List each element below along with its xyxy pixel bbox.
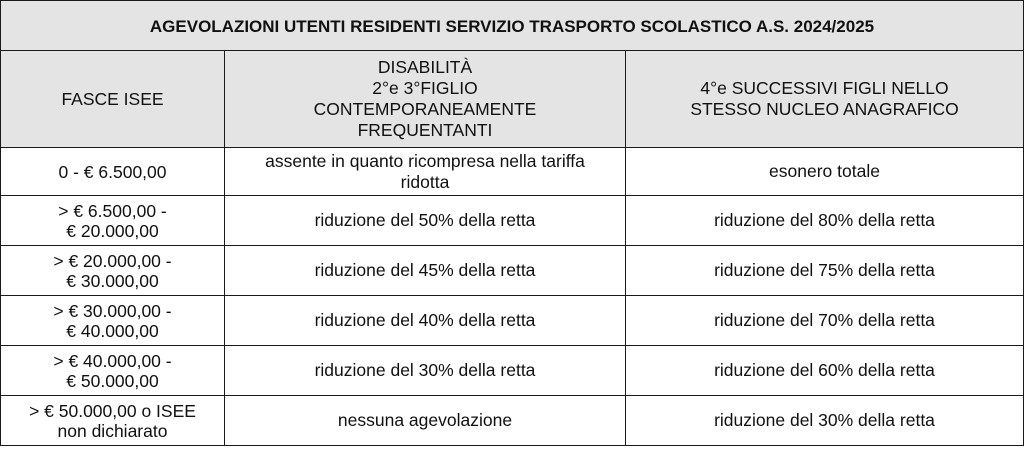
disabilita-cell: riduzione del 30% della retta <box>225 346 626 396</box>
fascia-isee-text: > € 50.000,00 o ISEE <box>29 400 196 421</box>
fascia-isee-cell <box>1 346 225 396</box>
fascia-isee-text: € 50.000,00 <box>66 370 159 391</box>
header-disabilita <box>225 51 626 148</box>
fascia-isee-cell <box>1 246 225 296</box>
header-disabilita-line: FREQUENTANTI <box>357 120 493 140</box>
fascia-isee-cell <box>1 296 225 346</box>
disabilita-cell <box>225 148 626 196</box>
title-row <box>1 1 1024 51</box>
disabilita-cell: nessuna agevolazione <box>225 396 626 446</box>
header-disabilita-line: CONTEMPORANEAMENTE <box>313 99 537 119</box>
successivi-figli-cell: riduzione del 60% della retta <box>626 346 1024 396</box>
fascia-isee-cell <box>1 396 225 446</box>
table-row <box>1 148 1024 196</box>
header-successivi-figli-line: 4°e SUCCESSIVI FIGLI NELLO <box>700 78 949 98</box>
header-row <box>1 51 1024 148</box>
disabilita-text: assente in quanto ricompresa nella tariffa <box>265 150 585 171</box>
fascia-isee-cell <box>1 148 225 196</box>
disabilita-text: ridotta <box>400 171 450 192</box>
header-successivi-figli-line: STESSO NUCLEO ANAGRAFICO <box>690 99 959 119</box>
successivi-figli-cell: riduzione del 70% della retta <box>626 296 1024 346</box>
successivi-figli-cell: esonero totale <box>626 148 1024 196</box>
table-row <box>1 196 1024 246</box>
table-row <box>1 396 1024 446</box>
disabilita-cell: riduzione del 50% della retta <box>225 196 626 246</box>
fascia-isee-text: € 20.000,00 <box>66 220 159 241</box>
fascia-isee-cell <box>1 196 225 246</box>
header-fasce-isee-label: FASCE ISEE <box>61 88 164 109</box>
table-row <box>1 246 1024 296</box>
fascia-isee-text: > € 40.000,00 - <box>53 350 172 371</box>
fascia-isee-text: € 30.000,00 <box>66 270 159 291</box>
table-title: AGEVOLAZIONI UTENTI RESIDENTI SERVIZIO TRASPORTO SCOLASTICO A.S. 2024/2025 <box>1 1 1024 51</box>
fascia-isee-text: > € 30.000,00 - <box>53 300 172 321</box>
disabilita-cell: riduzione del 40% della retta <box>225 296 626 346</box>
successivi-figli-cell: riduzione del 75% della retta <box>626 246 1024 296</box>
successivi-figli-cell: riduzione del 30% della retta <box>626 396 1024 446</box>
fascia-isee-text: > € 20.000,00 - <box>53 250 172 271</box>
header-disabilita-line: 2°e 3°FIGLIO <box>372 78 478 98</box>
header-successivi-figli <box>626 51 1024 148</box>
fascia-isee-text: € 40.000,00 <box>66 320 159 341</box>
fascia-isee-text: > € 6.500,00 - <box>58 200 167 221</box>
table-row <box>1 296 1024 346</box>
fascia-isee-text: 0 - € 6.500,00 <box>58 161 167 182</box>
header-fasce-isee <box>1 51 225 148</box>
fascia-isee-text: non dichiarato <box>57 420 168 441</box>
successivi-figli-cell: riduzione del 80% della retta <box>626 196 1024 246</box>
table-row <box>1 346 1024 396</box>
header-disabilita-line: DISABILITÀ <box>377 57 473 77</box>
disabilita-cell: riduzione del 45% della retta <box>225 246 626 296</box>
